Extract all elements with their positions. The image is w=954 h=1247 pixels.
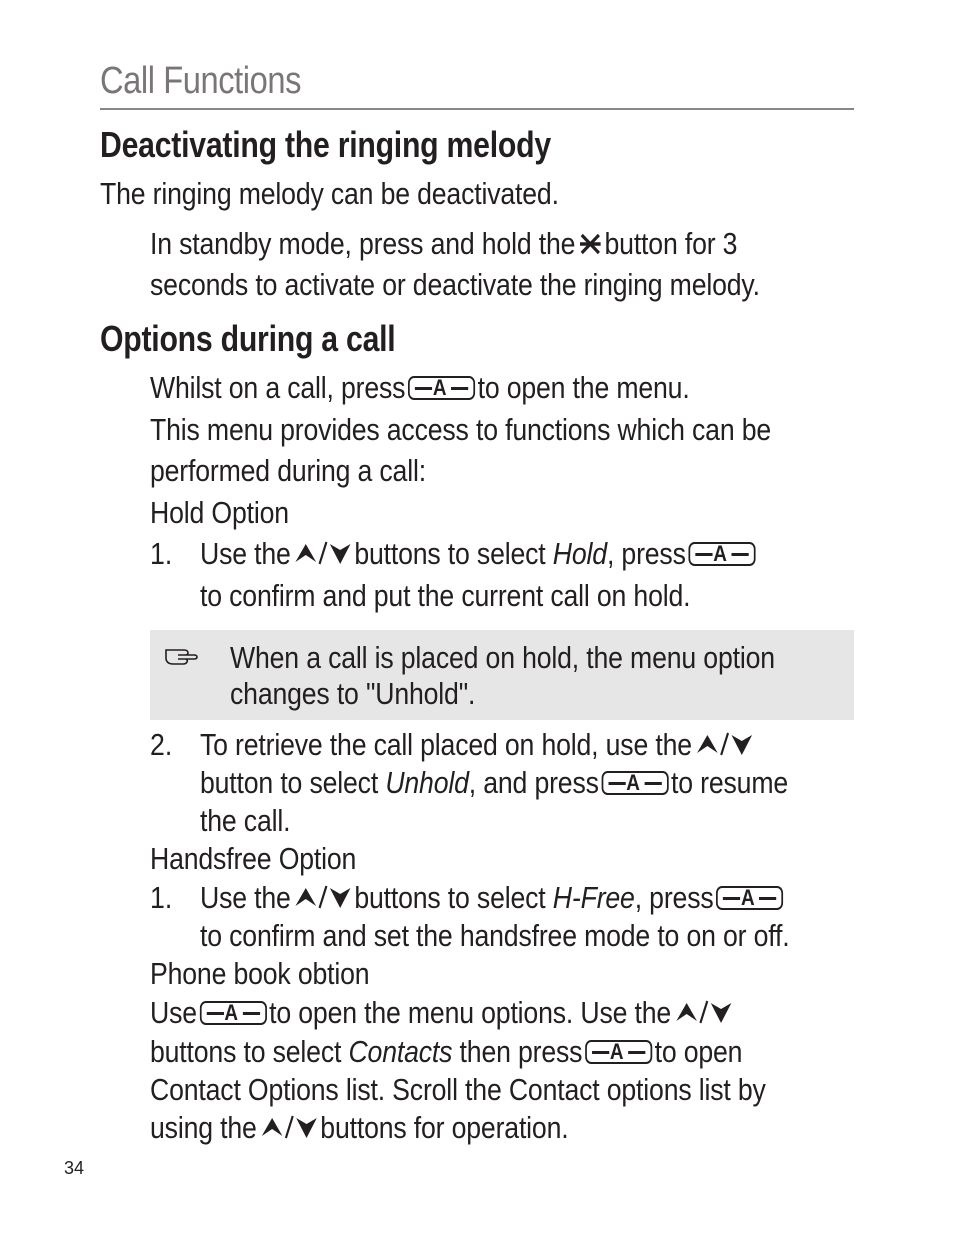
menu-key-icon: A (408, 376, 475, 400)
paragraph-line: buttons to select Contacts then press A to open (150, 1034, 743, 1069)
title-divider (100, 108, 854, 110)
step-line: to confirm and set the handsfree mode to on or off. (200, 918, 790, 953)
step-number: 1. (150, 880, 173, 915)
step-line: the call. (200, 803, 291, 838)
note-text: When a call is placed on hold, the menu option (230, 640, 775, 675)
page-number: 34 (64, 1158, 85, 1178)
heading-options-call: Options during a call (100, 318, 396, 359)
step-number: 2. (150, 727, 173, 762)
up-down-arrow-icon (294, 538, 351, 574)
step-line: seconds to activate or deactivate the ringing melody. (150, 267, 760, 302)
step-line: to confirm and put the current call on hold. (200, 578, 691, 613)
subheading-handsfree-option: Handsfree Option (150, 841, 357, 876)
step-line: To retrieve the call placed on hold, use the (200, 727, 756, 765)
up-down-arrow-icon (294, 882, 351, 918)
paragraph-line: Whilst on a call, press A to open the menu. (150, 370, 690, 405)
menu-key-icon: A (585, 1040, 652, 1064)
star-key-icon (579, 228, 601, 264)
intro-text: The ringing melody can be deactivated. (100, 176, 559, 211)
up-down-arrow-icon (674, 997, 731, 1033)
menu-key-icon: A (199, 1001, 266, 1025)
heading-deactivate-melody: Deactivating the ringing melody (100, 124, 551, 165)
note-text: changes to "Unhold". (230, 676, 476, 711)
paragraph-line: Contact Options list. Scroll the Contact options list by (150, 1072, 766, 1107)
step-line: Use the buttons to select Hold, press A (200, 536, 758, 574)
up-down-arrow-icon (695, 729, 752, 765)
paragraph-line: Use A to open the menu options. Use the (150, 995, 735, 1033)
step-line: button to select Unhold, and press A to resume (200, 765, 789, 800)
paragraph-line: performed during a call: (150, 453, 426, 488)
subheading-hold-option: Hold Option (150, 495, 289, 530)
step-line: In standby mode, press and hold the button for 3 (150, 226, 737, 264)
paragraph-line: using the buttons for operation. (150, 1110, 568, 1148)
menu-key-icon: A (601, 771, 668, 795)
step-line: Use the buttons to select H-Free, press A (200, 880, 786, 918)
page-section-title: Call Functions (100, 60, 302, 102)
menu-key-icon: A (688, 542, 755, 566)
pointing-hand-icon (164, 644, 198, 673)
paragraph-line: This menu provides access to functions which can be (150, 412, 772, 447)
subheading-phone-book-option: Phone book obtion (150, 956, 370, 991)
menu-key-icon: A (716, 886, 783, 910)
up-down-arrow-icon (260, 1112, 317, 1148)
step-number: 1. (150, 536, 173, 571)
